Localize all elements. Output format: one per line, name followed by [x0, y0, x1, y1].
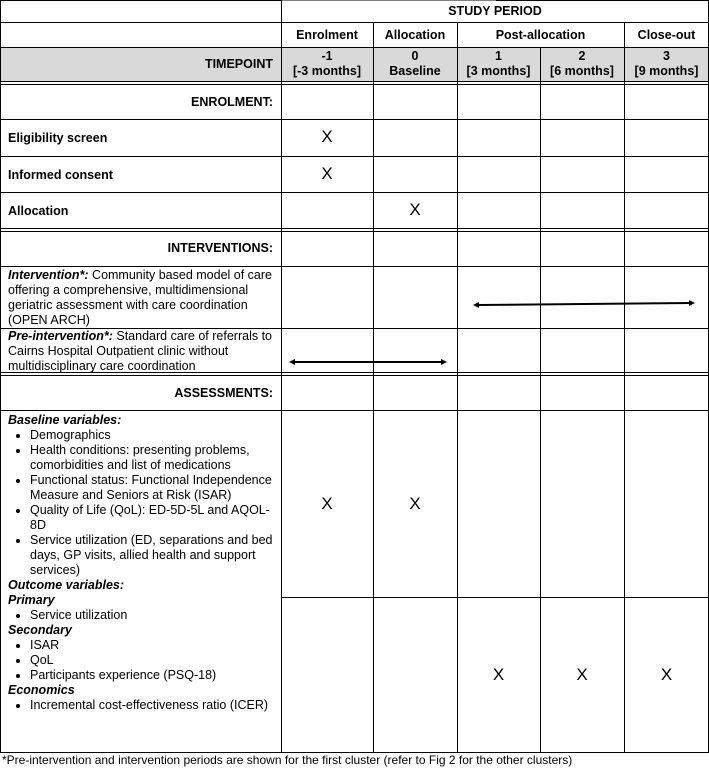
timepoint-3	[457, 49, 540, 79]
list-item: • Quality of Life (QoL): ED-5D-5L and AQOL-8D	[30, 503, 278, 533]
timepoint-number: -1	[321, 49, 333, 63]
timepoint-number: 3	[663, 49, 670, 63]
economics-list	[8, 698, 278, 713]
pre-intervention-bar-left-head	[289, 359, 295, 365]
timepoint-label-text: [6 months]	[550, 64, 614, 78]
list-item: • ISAR	[30, 638, 278, 653]
allocation-label: Allocation	[8, 204, 69, 218]
intervention-label: Intervention*:	[8, 268, 89, 282]
pre-intervention-bar-right-head	[441, 359, 447, 365]
phase-post-allocation: Post-allocation	[495, 28, 586, 42]
phase-enrolment: Enrolment	[296, 28, 358, 42]
eligibility-mark: X	[321, 127, 333, 146]
outcome-6m-mark: X	[576, 665, 588, 684]
outcome-9m-mark: X	[660, 665, 673, 684]
list-item: • Demographics	[30, 428, 278, 443]
enrolment-heading: ENROLMENT:	[191, 95, 273, 109]
secondary-list	[8, 638, 278, 683]
list-item: • Functional status: Functional Independence Measure and Seniors at Risk (ISAR)	[30, 473, 278, 503]
intervention-bar-right-head	[689, 300, 695, 306]
timepoint-2	[373, 49, 457, 79]
timepoint-label-text: [-3 months]	[292, 64, 362, 78]
timepoint-number: 2	[578, 49, 586, 63]
timepoint-number: 0	[411, 49, 419, 63]
list-item: • Incremental cost-effectiveness ratio (ICER)	[30, 698, 278, 713]
outcome-variables-label: Outcome variables:	[8, 578, 125, 592]
primary-list	[8, 608, 278, 623]
outcome-3m-mark: X	[492, 665, 505, 684]
timepoint-5	[624, 49, 709, 79]
period-bars	[293, 303, 691, 362]
timepoint-label-text: [9 months]	[634, 64, 699, 78]
pre-intervention-description	[8, 329, 276, 374]
intervention-description	[8, 268, 276, 328]
list-item: • Health conditions: presenting problems, comorbidities and list of medications	[30, 443, 278, 473]
timepoint-1	[281, 49, 373, 79]
timepoint-label-text: [3 months]	[466, 64, 531, 78]
list-item: • Service utilization (ED, separations and bed days, GP visits, allied health and support services)	[30, 533, 278, 578]
timepoint-label-text: Baseline	[389, 64, 441, 78]
assessments-heading: ASSESSMENTS:	[174, 386, 273, 400]
primary-label: Primary	[8, 593, 55, 607]
economics-label: Economics	[8, 683, 75, 697]
baseline-variables-list	[8, 428, 278, 578]
intervention-period-bar	[477, 303, 691, 305]
list-item: • QoL	[30, 653, 278, 668]
list-item: • Service utilization	[30, 608, 278, 623]
baseline-enrolment-mark: X	[321, 494, 333, 513]
consent-mark: X	[321, 164, 333, 183]
baseline-variables-label: Baseline variables:	[8, 413, 122, 427]
secondary-label: Secondary	[8, 623, 72, 637]
informed-consent-label: Informed consent	[8, 168, 113, 182]
study-period-header: STUDY PERIOD	[448, 4, 542, 18]
intervention-bar-left-head	[473, 302, 479, 308]
eligibility-screen-label: Eligibility screen	[8, 131, 108, 145]
intervention-text: Community based model of care offering a comprehensive, multidimensional geriatric assessment with care coordination (OPEN ARCH)	[8, 268, 272, 327]
footnote: *Pre-intervention and intervention periods are shown for the first cluster (refer to Fig 2 for the other clusters)	[2, 753, 573, 767]
baseline-allocation-mark: X	[409, 494, 421, 513]
phase-allocation: Allocation	[384, 28, 446, 42]
timepoint-label: TIMEPOINT	[1, 48, 281, 81]
list-item: • Participants experience (PSQ-18)	[30, 668, 278, 683]
phase-close-out: Close-out	[637, 28, 696, 42]
pre-intervention-text: Standard care of referrals to Cairns Hospital Outpatient clinic without multidisciplinary care coordination	[8, 329, 272, 373]
allocation-mark: X	[409, 200, 421, 219]
pre-intervention-label: Pre-intervention*:	[8, 329, 113, 343]
timepoint-number: 1	[495, 49, 502, 63]
assessment-variables	[8, 413, 278, 713]
interventions-heading: INTERVENTIONS:	[167, 241, 273, 255]
timepoint-4	[540, 49, 624, 79]
